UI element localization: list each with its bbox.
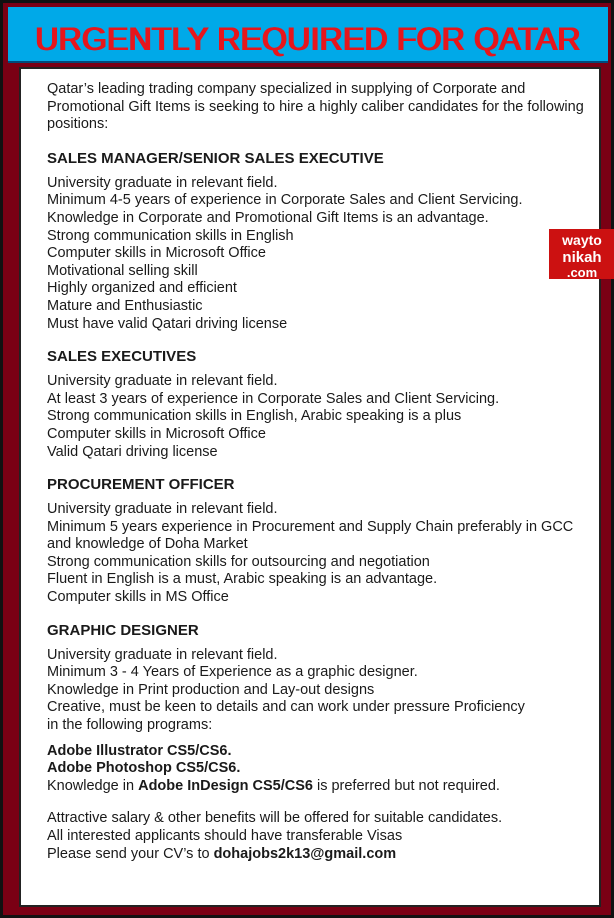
contact-email[interactable]: dohajobs2k13@gmail.com [213,845,397,862]
requirement-item: Minimum 5 years experience in Procurement and Supply Chain preferably in GCC and knowledge of Doha Market [47,518,574,553]
requirement-item: University graduate in relevant field. [47,174,278,191]
requirement-item: University graduate in relevant field. [47,501,278,518]
closing-salary: Attractive salary & other benefits will be offered for suitable candidates. [47,810,503,827]
title-banner [8,7,608,63]
closing-block [47,810,587,863]
requirement-item: Fluent in English is a must, Arabic speaking is an advantage. [47,571,438,588]
requirement-item: Valid Qatari driving license [47,443,218,460]
section-sales-manager [47,150,587,333]
requirement-item: Knowledge in Corporate and Promotional Gift Items is an advantage. [47,209,489,226]
watermark-line1: wayto [562,232,602,248]
requirement-item: Highly organized and efficient [47,280,237,297]
program-photoshop: Adobe Photoshop CS5/CS6. [47,760,241,777]
contact-prefix: Please send your CV’s to [47,845,214,862]
banner-title: URGENTLY REQUIRED FOR QATAR [35,21,581,57]
program-illustrator: Adobe Illustrator CS5/CS6. [47,742,232,759]
section-heading: SALES EXECUTIVES [47,348,197,366]
waytonikah-watermark [549,229,614,279]
section-sales-executives [47,348,587,461]
program-indesign [47,778,587,796]
section-graphic-designer [47,622,587,796]
requirement-item: Minimum 4-5 years of experience in Corporate Sales and Client Servicing. [47,192,523,209]
closing-visas: All interested applicants should have transferable Visas [47,828,403,844]
watermark-line3: .com [566,265,598,280]
requirement-item: Computer skills in Microsoft Office [47,245,266,262]
requirement-item: Strong communication skills in English, Arabic speaking is a plus [47,408,462,425]
section-heading: GRAPHIC DESIGNER [47,621,199,639]
closing-contact [47,846,587,864]
requirement-item: Strong communication skills in English [47,227,294,244]
ad-content [47,81,587,863]
requirement-item: Computer skills in Microsoft Office [47,425,266,442]
requirement-item: Creative, must be keen to details and can work under pressure Proficiency in the following programs: [47,699,525,734]
section-heading: PROCUREMENT OFFICER [47,476,235,494]
requirement-item: University graduate in relevant field. [47,373,278,390]
requirement-item: Computer skills in MS Office [47,589,229,606]
requirement-item: Knowledge in Print production and Lay-out designs [47,681,375,698]
requirement-item: Must have valid Qatari driving license [47,315,288,332]
content-panel [19,67,601,907]
requirement-item: University graduate in relevant field. [47,646,278,663]
intro-paragraph: Qatar’s leading trading company specialized in supplying of Corporate and Promotional Gift Items is seeking to hire a highly caliber candidates for the following positions: [47,81,584,133]
indesign-name: Adobe InDesign CS5/CS6 [138,777,313,794]
requirement-item: Minimum 3 - 4 Years of Experience as a graphic designer. [47,664,418,681]
watermark-line2: nikah [562,249,602,266]
requirement-item: At least 3 years of experience in Corporate Sales and Client Servicing. [47,390,500,407]
requirement-item: Mature and Enthusiastic [47,297,203,314]
indesign-suffix: is preferred but not required. [312,777,500,794]
requirement-item: Strong communication skills for outsourcing and negotiation [47,553,430,570]
indesign-prefix: Knowledge in [47,777,139,794]
requirement-item: Motivational selling skill [47,262,198,279]
section-heading: SALES MANAGER/SENIOR SALES EXECUTIVE [47,149,384,167]
section-procurement-officer [47,476,587,607]
